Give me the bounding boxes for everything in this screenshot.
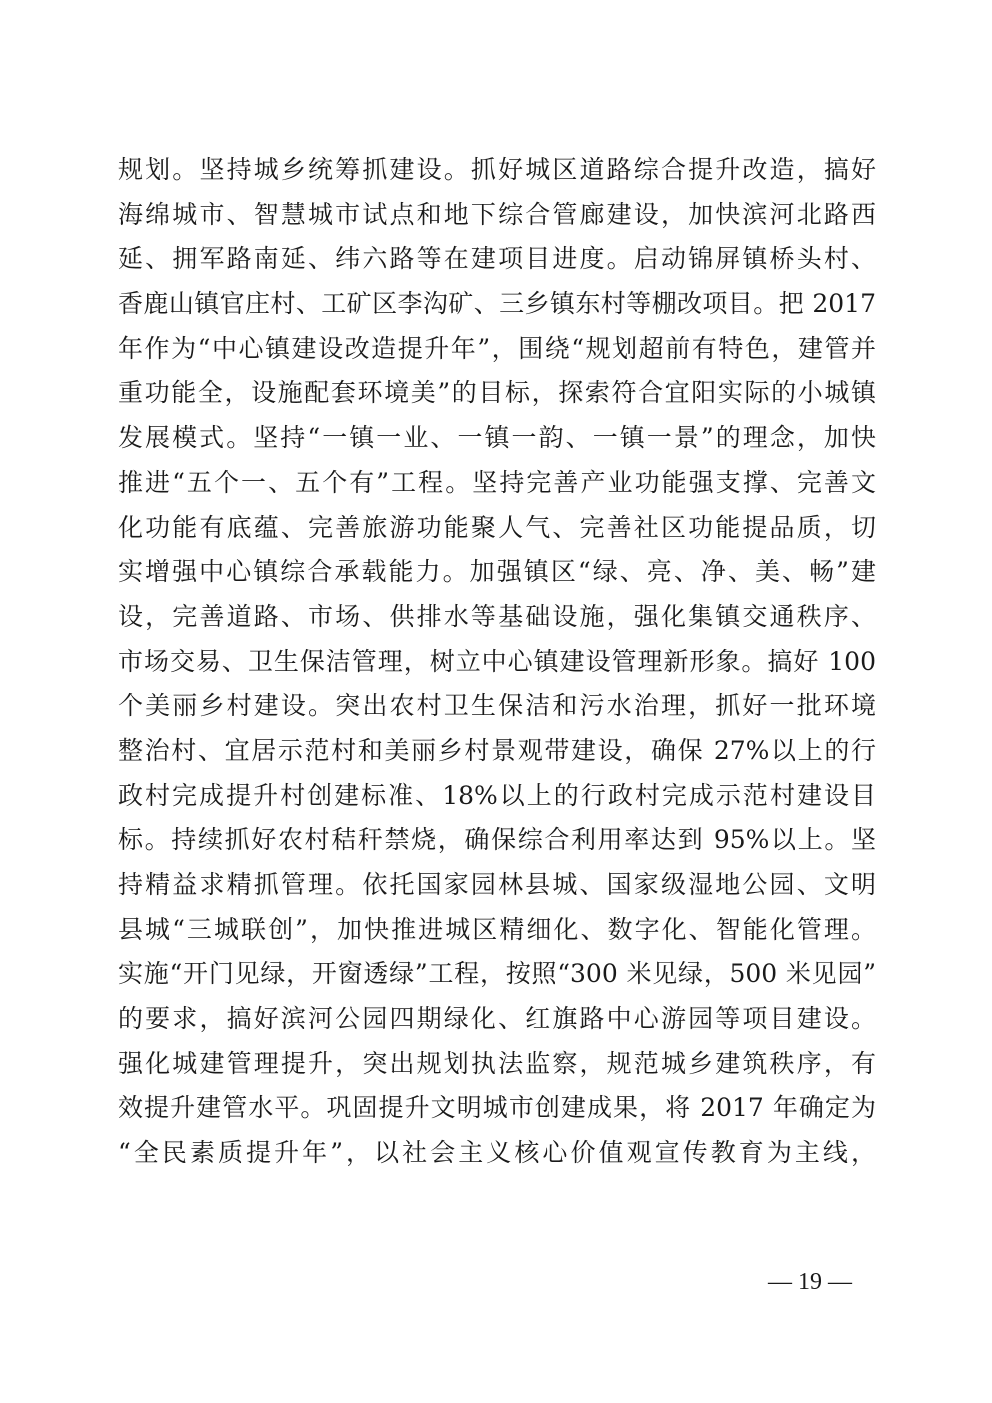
text-line: 延、拥军路南延、纬六路等在建项目进度。启动锦屏镇桥头村、	[118, 244, 876, 274]
text-line: 政村完成提升村创建标准、18%以上的行政村完成示范村建设目	[118, 780, 876, 810]
text-line: 整治村、宜居示范村和美丽乡村景观带建设，确保 27%以上的行	[118, 735, 876, 765]
text-line: 标。持续抓好农村秸秆禁烧，确保综合利用率达到 95%以上。坚	[118, 825, 876, 855]
text-line: 持精益求精抓管理。依托国家园林县城、国家级湿地公园、文明	[118, 870, 876, 899]
text-line: 香鹿山镇官庄村、工矿区李沟矿、三乡镇东村等棚改项目。把 2017	[118, 289, 876, 319]
text-line: 海绵城市、智慧城市试点和地下综合管廊建设，加快滨河北路西	[118, 199, 876, 229]
text-line: 县城“三城联创”，加快推进城区精细化、数字化、智能化管理。	[118, 914, 876, 944]
text-line: 的要求，搞好滨河公园四期绿化、红旗路中心游园等项目建设。	[118, 1004, 876, 1034]
page-number: — 19 —	[768, 1269, 852, 1295]
text-line: 化功能有底蕴、完善旅游功能聚人气、完善社区功能提品质，切	[118, 512, 876, 542]
text-line: 实施“开门见绿，开窗透绿”工程，按照“300 米见绿，500 米见园”	[118, 959, 876, 989]
text-line: 强化城建管理提升，突出规划执法监察，规范城乡建筑秩序，有	[118, 1048, 876, 1078]
text-line: 推进“五个一、五个有”工程。坚持完善产业功能强支撑、完善文	[118, 467, 876, 497]
text-line: 年作为“中心镇建设改造提升年”，围绕“规划超前有特色，建管并	[118, 333, 876, 363]
text-line: 设，完善道路、市场、供排水等基础设施，强化集镇交通秩序、	[118, 601, 876, 631]
text-line: “全民素质提升年”，以社会主义核心价值观宣传教育为主线，	[118, 1138, 876, 1168]
text-line: 重功能全，设施配套环境美”的目标，探索符合宜阳实际的小城镇	[118, 378, 876, 408]
text-line: 个美丽乡村建设。突出农村卫生保洁和污水治理，抓好一批环境	[118, 691, 876, 721]
text-line: 市场交易、卫生保洁管理，树立中心镇建设管理新形象。搞好 100	[118, 646, 876, 676]
text-line: 效提升建管水平。巩固提升文明城市创建成果，将 2017 年确定为	[118, 1093, 876, 1123]
text-line: 实增强中心镇综合承载能力。加强镇区“绿、亮、净、美、畅”建	[118, 557, 876, 587]
body-text	[118, 148, 876, 1176]
text-line: 规划。坚持城乡统筹抓建设。抓好城区道路综合提升改造，搞好	[118, 155, 876, 184]
text-line: 发展模式。坚持“一镇一业、一镇一韵、一镇一景”的理念，加快	[118, 423, 876, 453]
